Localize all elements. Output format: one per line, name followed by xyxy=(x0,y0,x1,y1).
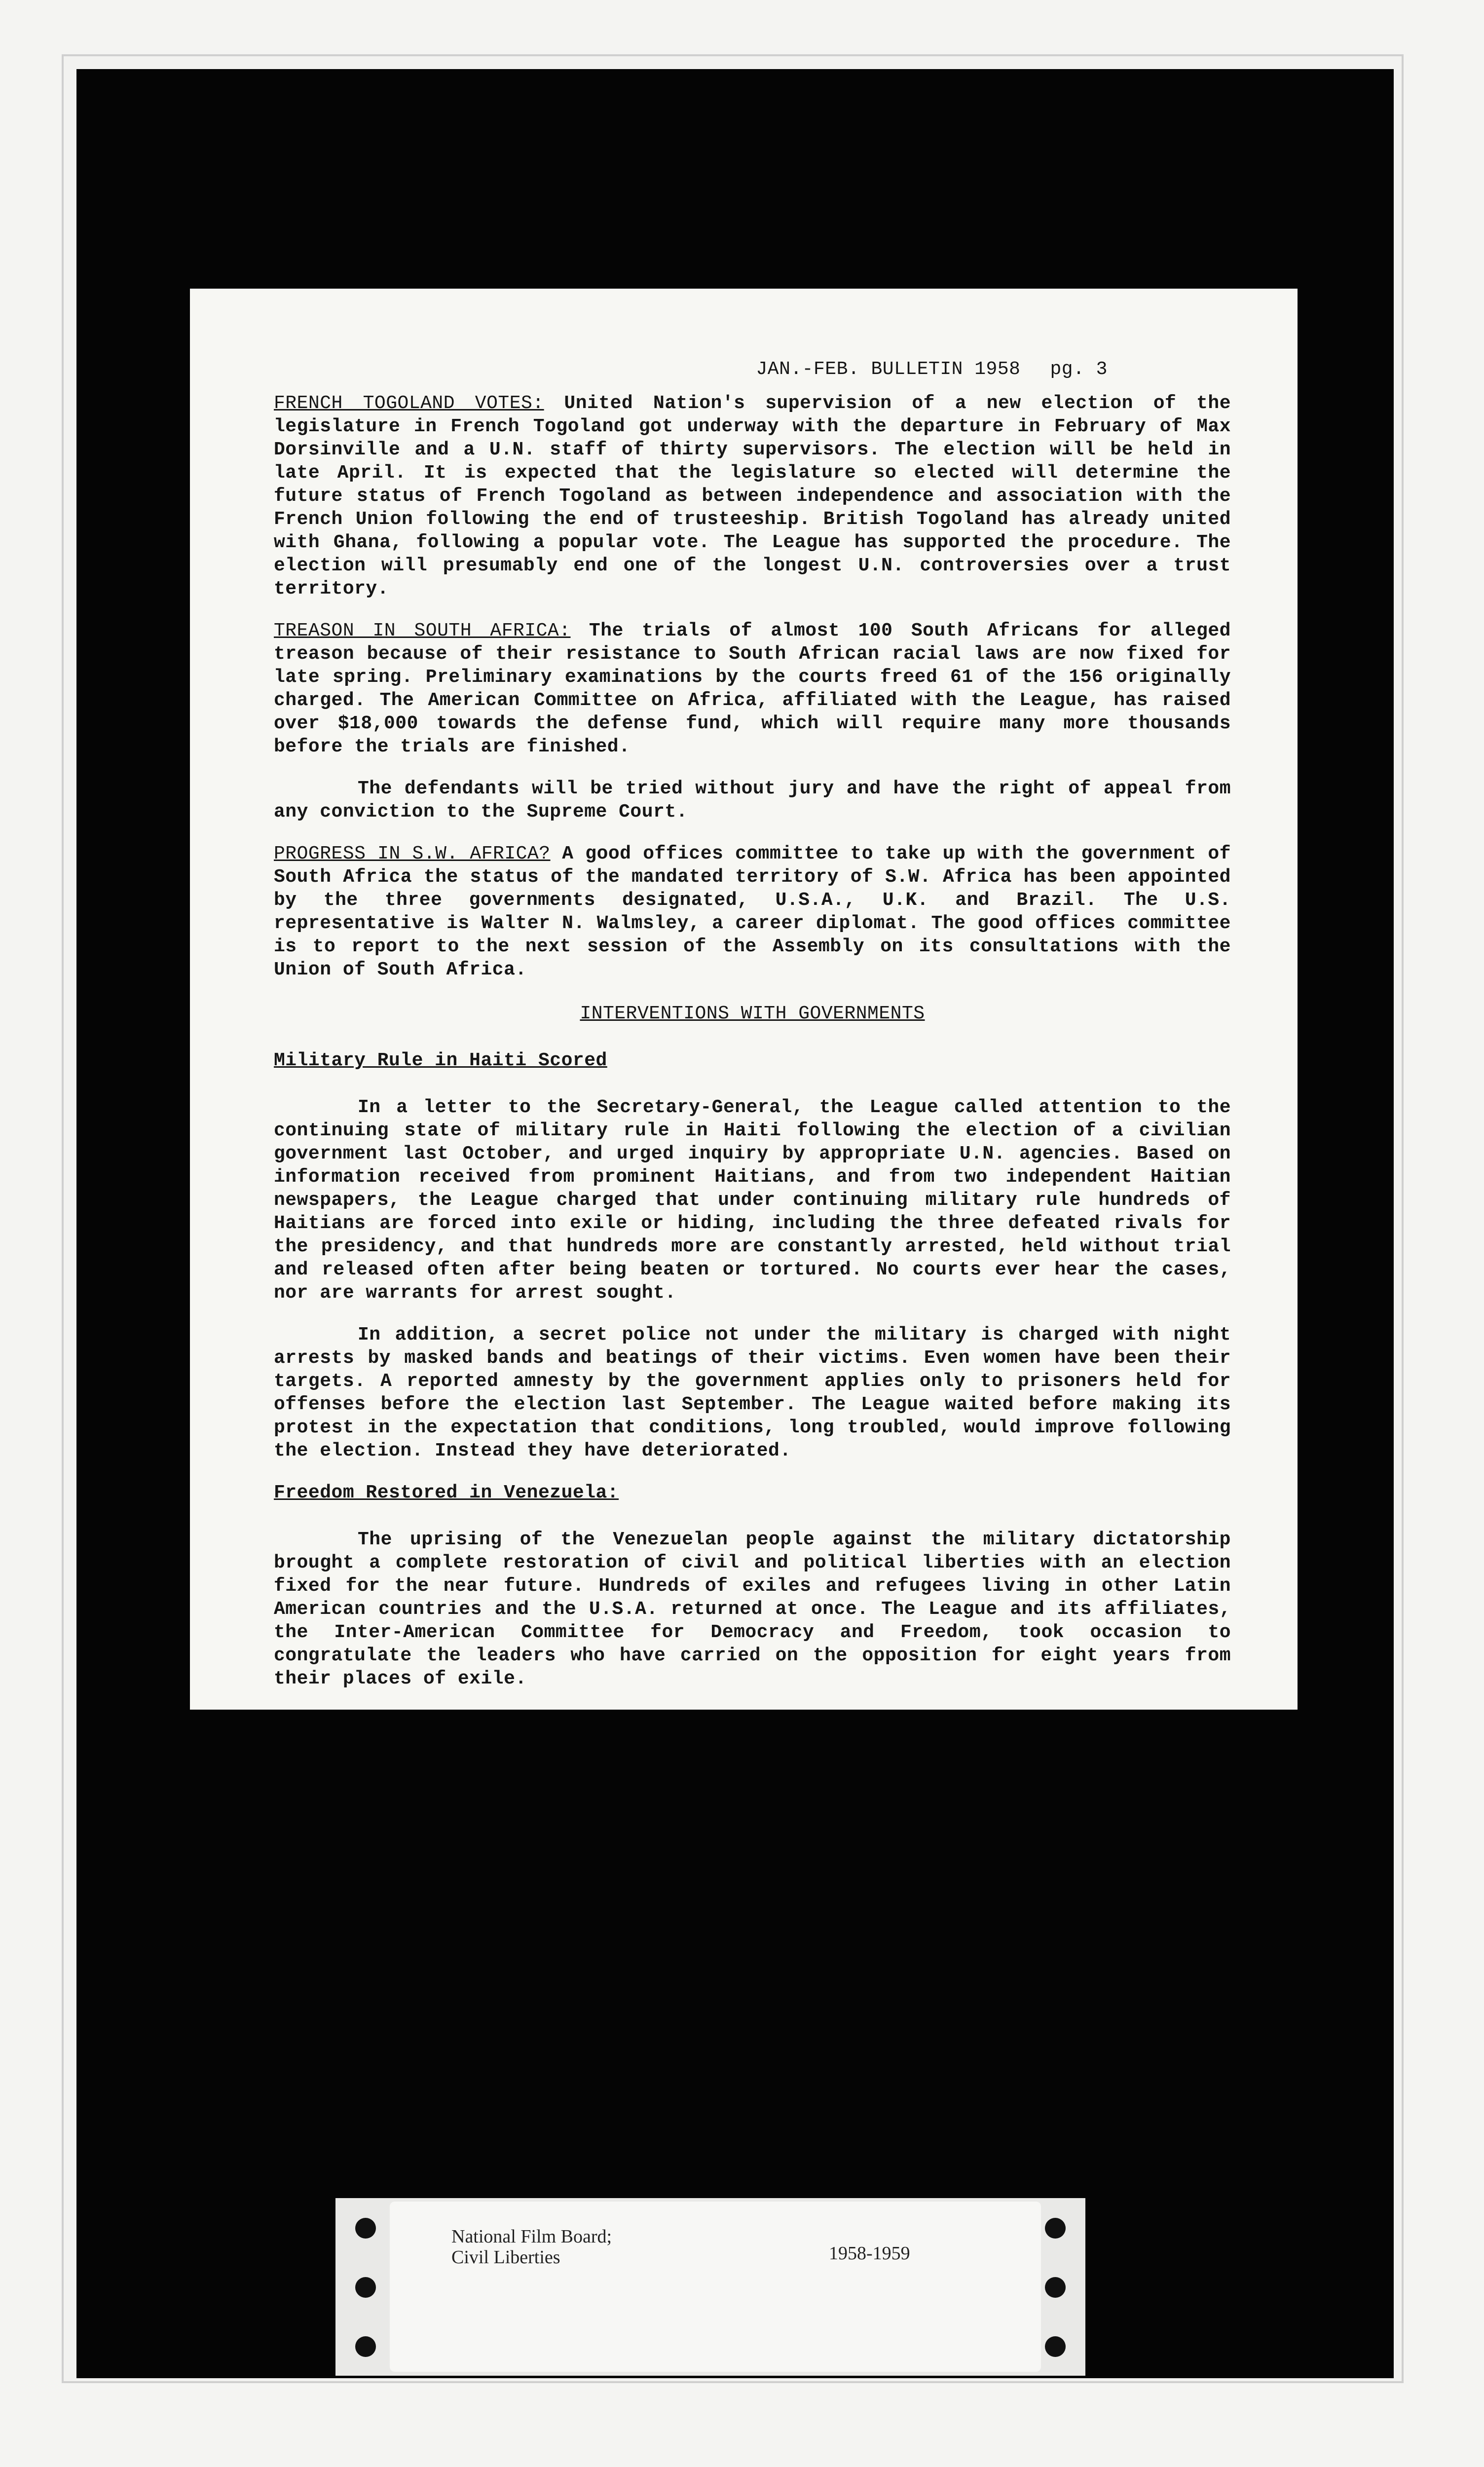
subhead-haiti: Military Rule in Haiti Scored xyxy=(274,1050,607,1071)
paragraph-treason xyxy=(274,619,1231,758)
paragraph-sw-africa xyxy=(274,842,1231,981)
subhead-venezuela: Freedom Restored in Venezuela: xyxy=(274,1482,619,1503)
heading-sw-africa: PROGRESS IN S.W. AFRICA? xyxy=(274,843,551,864)
paragraph-french-togoland xyxy=(274,392,1231,600)
perforation-hole xyxy=(355,2218,376,2239)
section-title: INTERVENTIONS WITH GOVERNMENTS xyxy=(580,1003,925,1024)
perforation-hole xyxy=(1045,2277,1066,2298)
paragraph-haiti-2: In addition, a secret police not under the military is charged with night arrests by masked bands and beatings of their victims. Even women have been their targets. A reported amnesty by the government applies only to prisoners held for offenses before the election last September. The League waited before making its protest in the expectation that conditions, long troubled, would improve following the election. Instead they have deteriorated. xyxy=(274,1324,1231,1461)
label-line-1: National Film Board; xyxy=(451,2226,612,2247)
label-years: 1958-1959 xyxy=(829,2243,910,2264)
heading-french-togoland: FRENCH TOGOLAND VOTES: xyxy=(274,393,544,414)
paragraph-defendants: The defendants will be tried without jury and have the right of appeal from any conviction to the Supreme Court. xyxy=(274,778,1231,822)
paragraph-venezuela: The uprising of the Venezuelan people against the military dictatorship brought a complete restoration of civil and political liberties with an election fixed for the near future. Hundreds of exiles and refugees living in other Latin American countries and the U.S.A. returned at once. The League and its affiliates, the Inter-American Committee for Democracy and Freedom, took occasion to congratulate the leaders who have carried on the opposition for eight years from their places of exile. xyxy=(274,1529,1231,1689)
paragraph-haiti-1: In a letter to the Secretary-General, the League called attention to the continuing state of military rule in Haiti following the election of a civilian government last October, and urged inquiry by appropriate U.N. agencies. Based on information received from prominent Haitians, and from two independent Haitian newspapers, the League charged that under continuing military rule hundreds of Haitians are forced into exile or hiding, including the three defeated rivals for the presidency, and that hundreds more are constantly arrested, held without trial and released often after being beaten or tortured. No courts ever hear the cases, nor are warrants for arrest sought. xyxy=(274,1097,1231,1304)
perforation-hole xyxy=(355,2277,376,2298)
bulletin-header xyxy=(274,358,1231,381)
archive-label xyxy=(390,2202,1041,2372)
label-line-2: Civil Liberties xyxy=(451,2247,560,2268)
heading-treason: TREASON IN SOUTH AFRICA: xyxy=(274,620,571,641)
text-french-togoland: United Nation's supervision of a new election of the legislature in French Togoland got underway with the departure in February of Max Dorsinville and a U.N. staff of thirty supervisors. The election will be held in late April. It is expected that the legislature so elected will determine the future status of French Togoland as between independence and association with the French Union following the end of trusteeship. British Togoland has already united with Ghana, following a popular vote. The League has supported the procedure. The election will presumably end one of the longest U.N. controversies over a trust territory. xyxy=(274,393,1231,599)
document-page xyxy=(190,289,1298,1710)
page-number: pg. 3 xyxy=(1050,359,1108,380)
text-treason: The trials of almost 100 South Africans for alleged treason because of their resistance to South African racial laws are now fixed for late spring. Preliminary examinations by the courts freed 61 of the 156 originally charged. The American Committee on Africa, affiliated with the League, has raised over $18,000 towards the defense fund, which will require many more thousands before the trials are finished. xyxy=(274,620,1231,757)
bulletin-title: JAN.-FEB. BULLETIN 1958 xyxy=(756,359,1021,380)
perforation-hole xyxy=(1045,2218,1066,2239)
perforation-hole xyxy=(1045,2336,1066,2357)
label-source xyxy=(451,2226,612,2268)
perforation-hole xyxy=(355,2336,376,2357)
text-sw-africa: A good offices committee to take up with the government of South Africa the status of the mandated territory of S.W. Africa has been appointed by the three governments designated, U.S.A., U.K. and Brazil. The U.S. representative is Walter N. Walmsley, a career diplomat. The good offices committee is to report to the next session of the Assembly on its consultations with the Union of South Africa. xyxy=(274,843,1231,980)
